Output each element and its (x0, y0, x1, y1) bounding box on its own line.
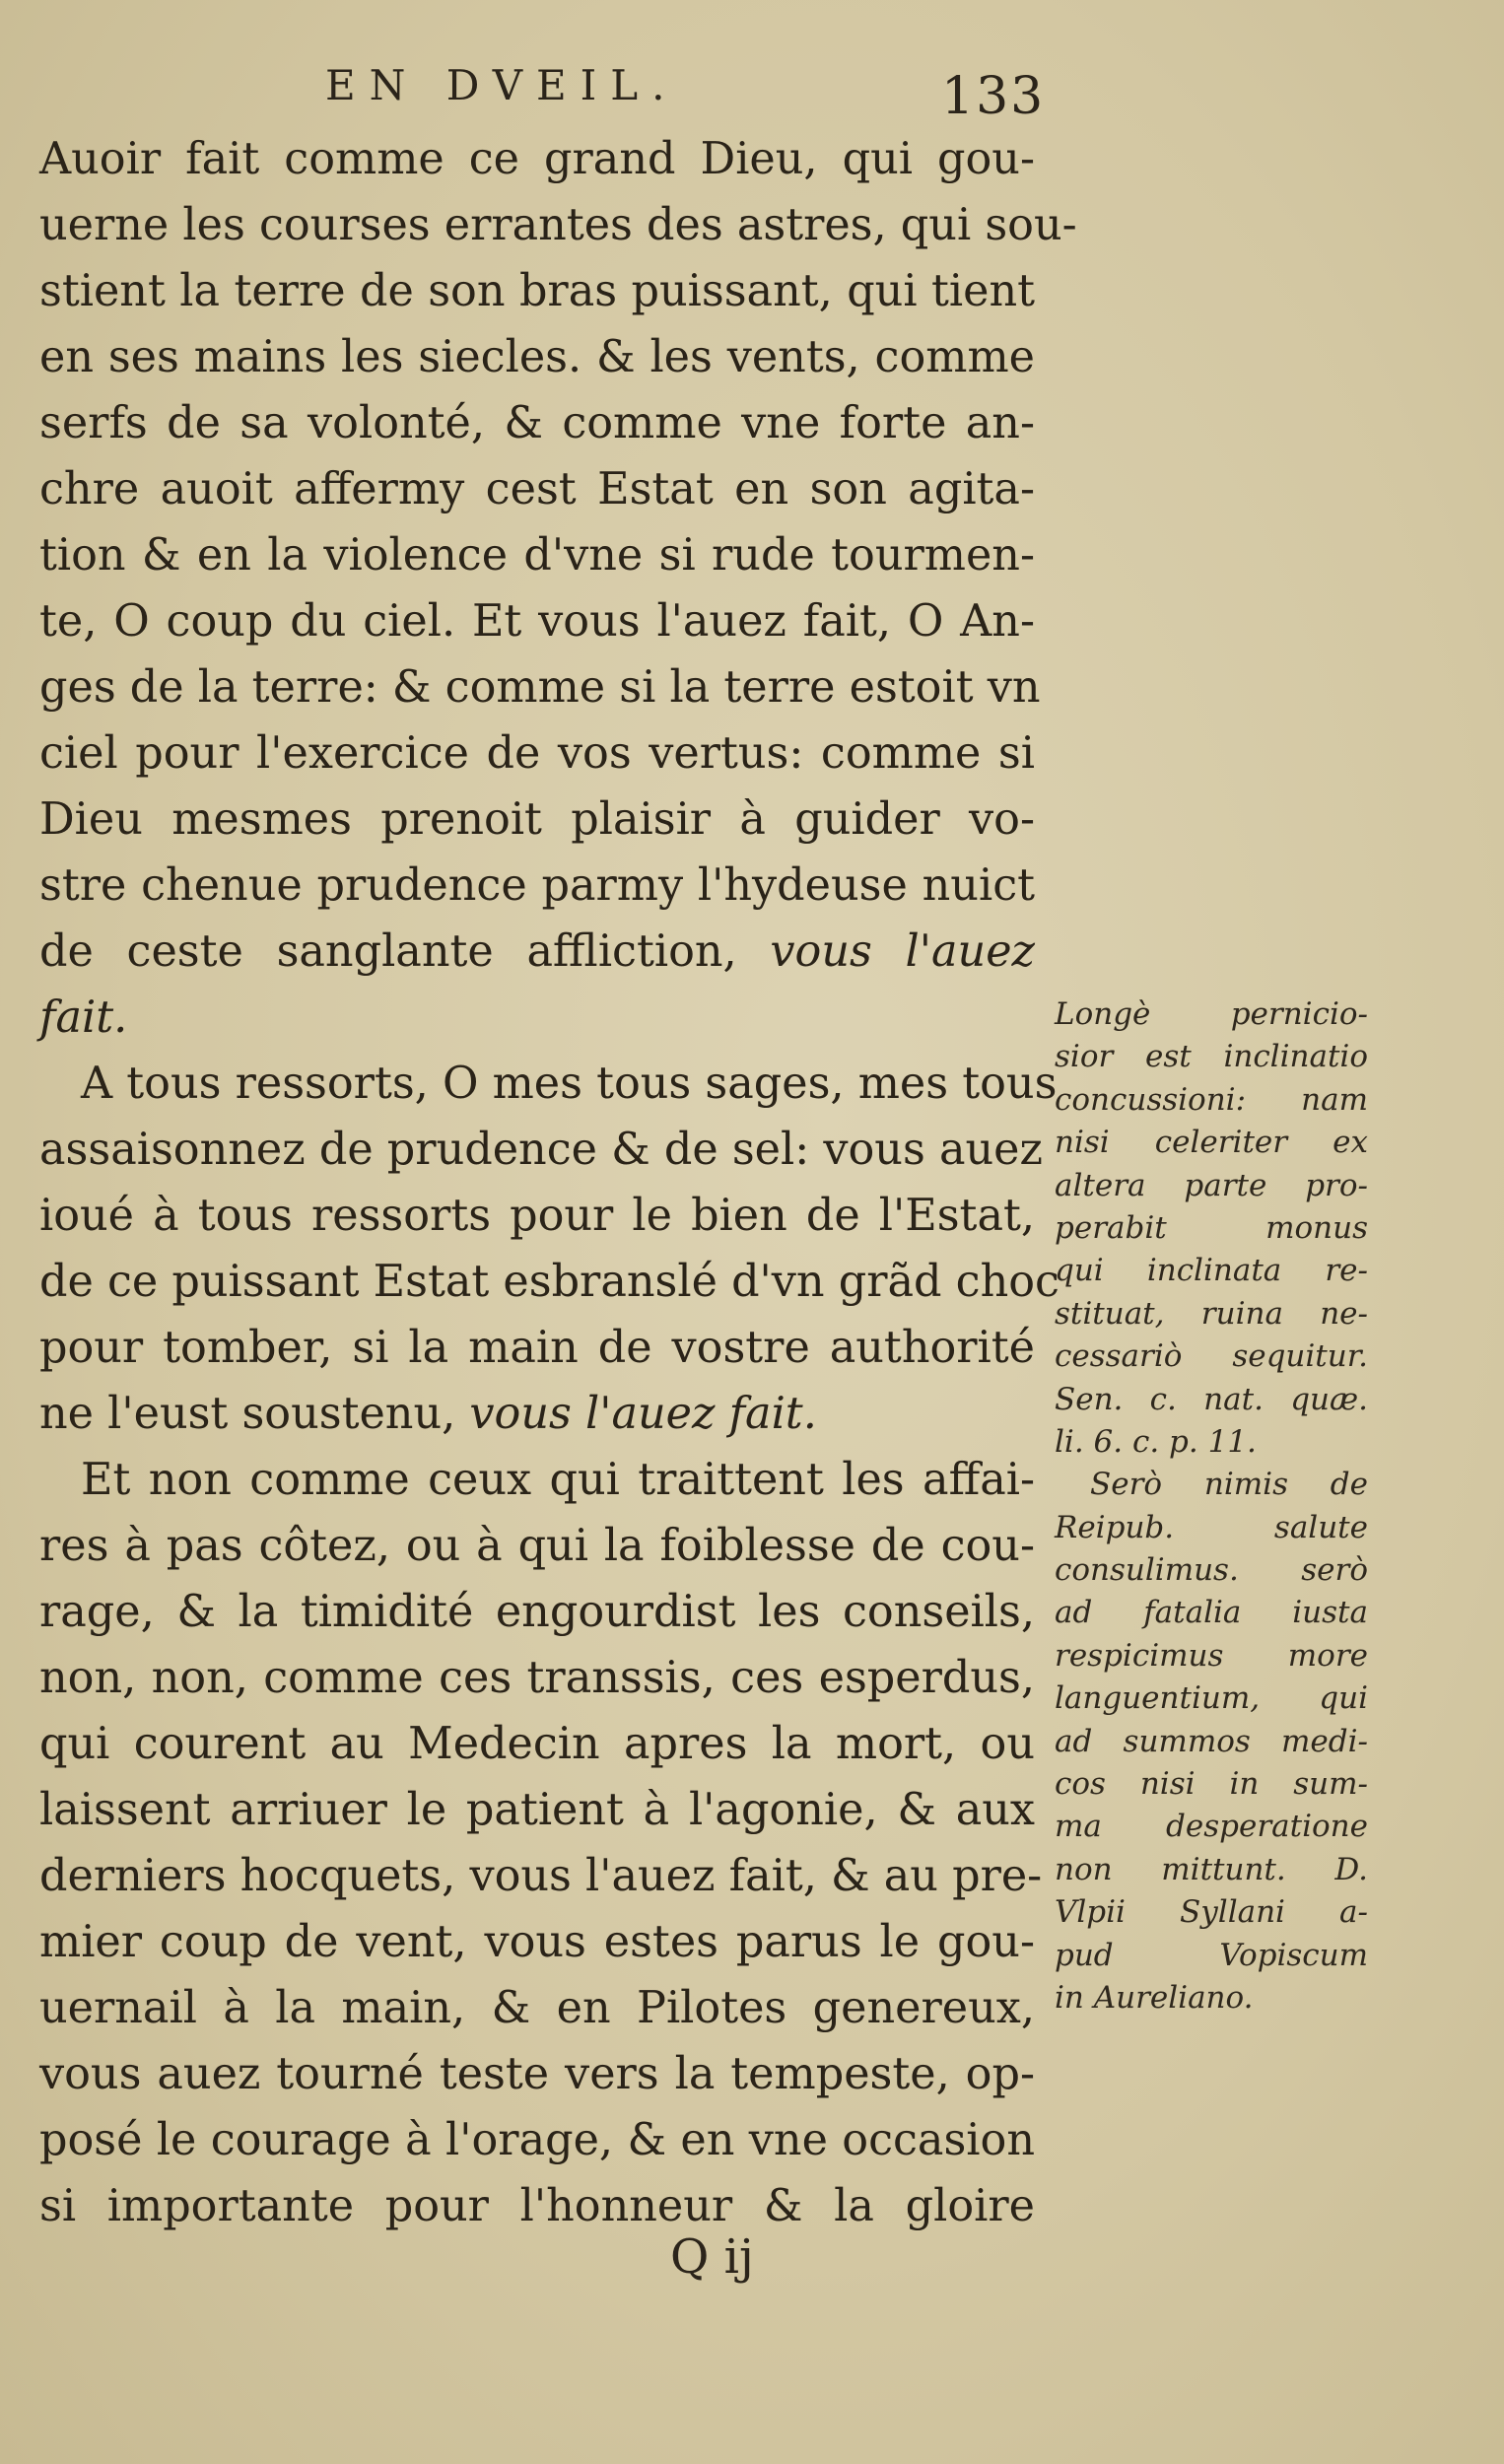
text-line: posé le courage à l'orage, & en vne occasion (39, 2115, 1035, 2165)
emphasis-text: vous l'auez (770, 926, 1035, 977)
marginal-line: Serò nimis de (1090, 1467, 1368, 1503)
emphasis-text: fait. (39, 992, 128, 1043)
text-line: mier coup de vent, vous estes parus le gou- (39, 1917, 1035, 1967)
marginal-line: non mittunt. D. (1055, 1851, 1368, 1887)
text-line: ges de la terre: & comme si la terre estoit vn (39, 662, 1041, 713)
text-line: derniers hocquets, vous l'auez fait, & au pre- (39, 1851, 1043, 1901)
text-segment: de ceste sanglante affliction, (39, 926, 771, 977)
text-line: Dieu mesmes prenoit plaisir à guider vo- (39, 794, 1035, 845)
marginal-line: pud Vopiscum (1055, 1937, 1368, 1973)
text-line: chre auoit affermy cest Estat en son agita- (39, 464, 1035, 514)
marginal-line: Longè pernicio- (1055, 996, 1368, 1032)
text-line: stient la terre de son bras puissant, qui tient (39, 266, 1035, 316)
text-line: uerne les courses errantes des astres, qui sou- (39, 200, 1077, 250)
text-line: non, non, comme ces transsis, ces esperdus, (39, 1653, 1035, 1703)
text-line: res à pas côtez, ou à qui la foiblesse de cou- (39, 1521, 1035, 1571)
text-line: rage, & la timidité engourdist les conseils, (39, 1587, 1035, 1637)
text-line: en ses mains les siecles. & les vents, comme (39, 332, 1035, 382)
text-line: de ce puissant Estat esbranslé d'vn grãd choc (39, 1257, 1060, 1307)
marginal-line: nisi celeriter ex (1055, 1125, 1368, 1161)
marginal-line: ma desperatione (1055, 1809, 1368, 1845)
marginal-note (1055, 993, 1368, 2019)
marginal-line: respicimus more (1055, 1637, 1368, 1674)
text-line: ciel pour l'exercice de vos vertus: comme si (39, 728, 1035, 779)
text-segment: ne l'eust soustenu, (39, 1389, 470, 1439)
text-line: laissent arriuer le patient à l'agonie, & aux (39, 1785, 1035, 1835)
marginal-line: cessariò sequitur. (1055, 1338, 1368, 1375)
text-line: Et non comme ceux qui traittent les affai- (81, 1455, 1035, 1505)
running-title: EN DVEIL. (325, 61, 679, 109)
emphasis-text: vous l'auez fait. (469, 1389, 817, 1439)
marginal-line: stituat, ruina ne- (1055, 1295, 1368, 1332)
marginal-line: Sen. c. nat. quæ. (1055, 1381, 1368, 1417)
text-line: ioué à tous ressorts pour le bien de l'Estat, (39, 1191, 1035, 1241)
text-line: stre chenue prudence parmy l'hydeuse nuict (39, 860, 1035, 911)
marginal-line: altera parte pro- (1055, 1167, 1368, 1203)
marginal-line: concussioni: nam (1055, 1081, 1368, 1118)
marginal-line: Reipub. salute (1055, 1509, 1368, 1545)
marginal-line: qui inclinata re- (1055, 1253, 1368, 1289)
marginal-line: sior est inclinatio (1055, 1039, 1368, 1075)
text-line: vous auez tourné teste vers la tempeste, op- (39, 2049, 1035, 2099)
marginal-line: ad fatalia iusta (1055, 1595, 1368, 1631)
text-line: te, O coup du ciel. Et vous l'auez fait, O An- (39, 596, 1035, 647)
signature-mark: Q ij (670, 2229, 754, 2285)
marginal-line: li. 6. c. p. 11. (1055, 1423, 1257, 1460)
marginal-line: perabit monus (1055, 1209, 1368, 1246)
text-line (39, 919, 1035, 985)
text-line: si importante pour l'honneur & la gloire (39, 2181, 1035, 2231)
marginal-line: ad summos medi- (1055, 1723, 1368, 1759)
text-line: qui courent au Medecin apres la mort, ou (39, 1719, 1035, 1769)
text-line (39, 985, 1035, 1051)
main-text-block (39, 126, 1077, 2239)
marginal-line: languentium, qui (1055, 1680, 1368, 1717)
marginal-line: cos nisi in sum- (1055, 1766, 1368, 1803)
text-line: pour tomber, si la main de vostre authorité (39, 1323, 1035, 1373)
marginal-line: in Aureliano. (1055, 1979, 1254, 2016)
text-line: A tous ressorts, O mes tous sages, mes tous (81, 1059, 1058, 1109)
text-line: serfs de sa volonté, & comme vne forte an- (39, 398, 1035, 448)
text-line (39, 1381, 1035, 1447)
marginal-line: Vlpii Syllani a- (1055, 1894, 1368, 1931)
text-line: assaisonnez de prudence & de sel: vous auez (39, 1125, 1043, 1175)
text-line: Auoir fait comme ce grand Dieu, qui gou- (39, 134, 1035, 184)
text-line: tion & en la violence d'vne si rude tourmen- (39, 530, 1035, 581)
page-number: 133 (941, 67, 1046, 126)
marginal-line: consulimus. serò (1055, 1552, 1368, 1589)
text-line: uernail à la main, & en Pilotes genereux, (39, 1983, 1035, 2033)
